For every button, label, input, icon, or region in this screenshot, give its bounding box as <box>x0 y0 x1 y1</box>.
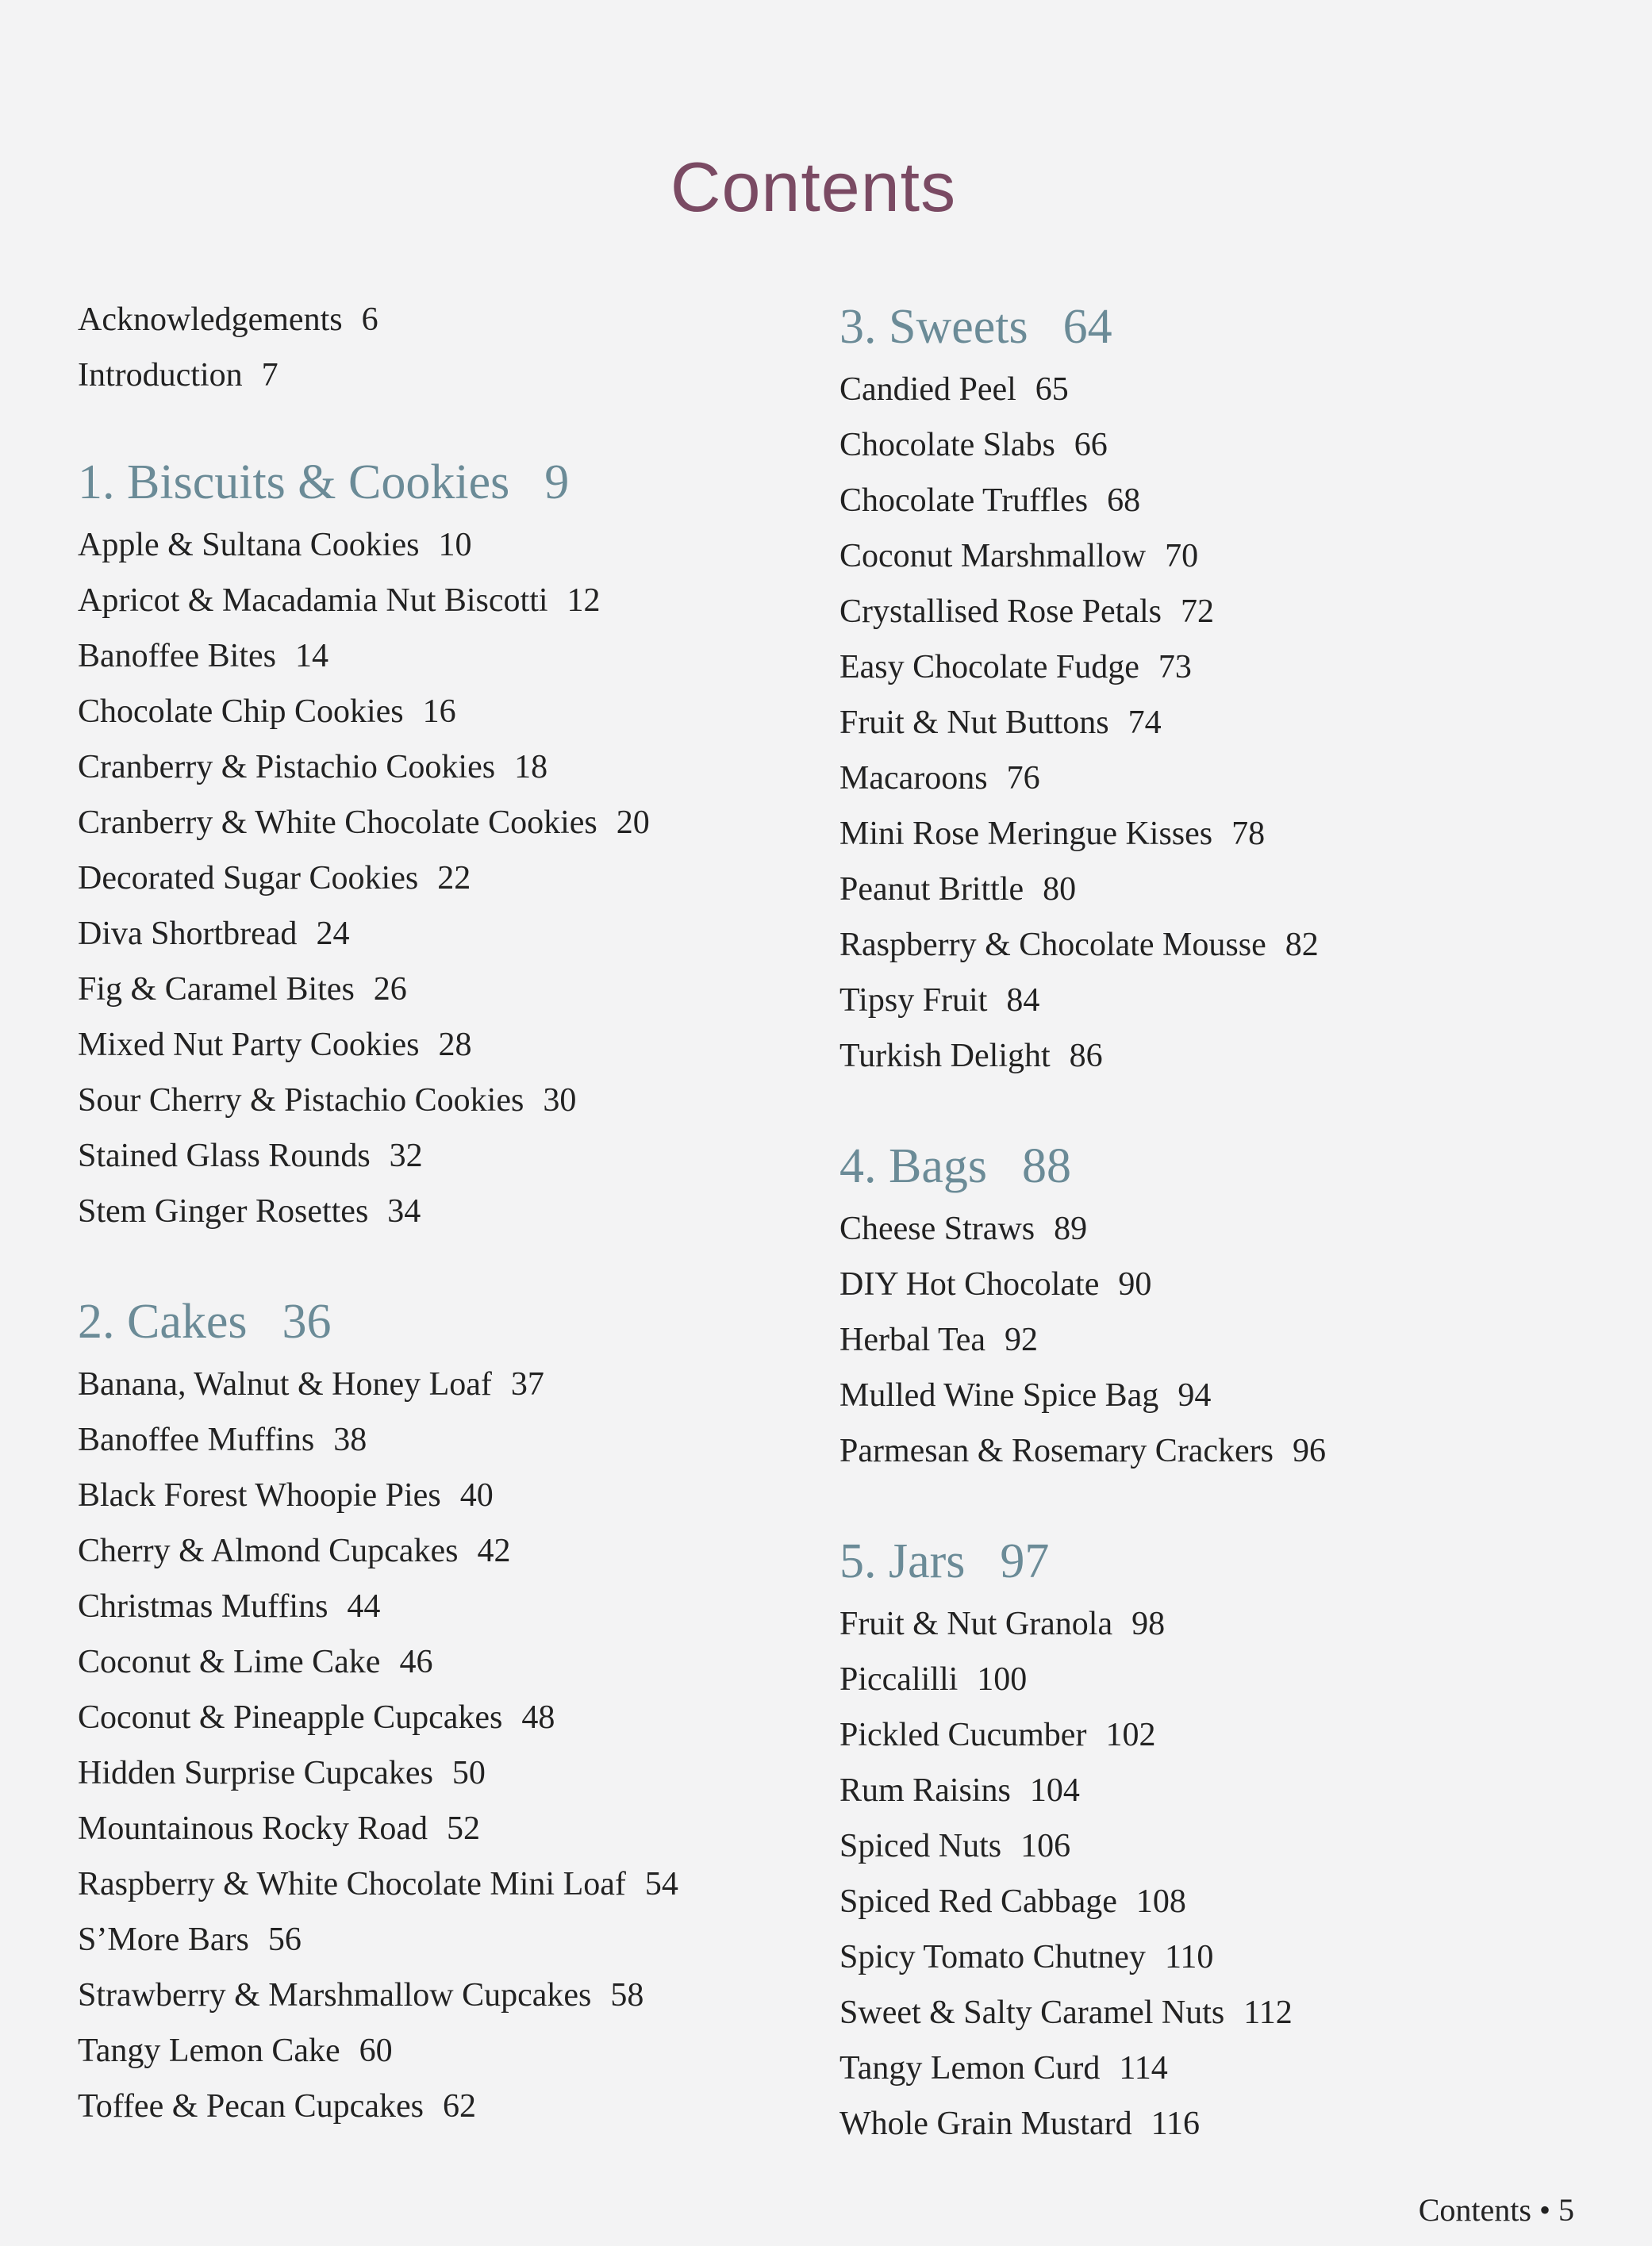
entry-page: 78 <box>1231 816 1266 852</box>
entry-page: 72 <box>1180 593 1214 630</box>
entry-page: 28 <box>438 1027 472 1063</box>
section-heading-page: 64 <box>1062 300 1112 354</box>
entry-page: 84 <box>1006 982 1040 1019</box>
toc-entry <box>78 1073 824 1128</box>
entry-label: Raspberry & Chocolate Mousse <box>839 927 1266 963</box>
entry-page: 114 <box>1119 2050 1168 2087</box>
contents-column-right <box>839 292 1601 2152</box>
toc-entry <box>78 739 824 795</box>
toc-entry <box>78 1912 824 1968</box>
entry-page: 6 <box>361 301 378 338</box>
entry-label: Chocolate Truffles <box>839 482 1089 519</box>
entry-page: 54 <box>644 1866 678 1902</box>
entry-page: 42 <box>477 1533 511 1569</box>
toc-entry <box>78 684 824 739</box>
section-biscuits-cookies <box>78 447 824 1239</box>
toc-entry <box>78 1745 824 1801</box>
entry-page: 98 <box>1131 1606 1166 1642</box>
entry-label: S’More Bars <box>78 1922 249 1958</box>
entry-label: Chocolate Chip Cookies <box>78 693 404 730</box>
entry-page: 66 <box>1074 427 1108 463</box>
entry-page: 68 <box>1107 482 1141 519</box>
entry-label: Easy Chocolate Fudge <box>839 649 1139 685</box>
entry-label: Crystallised Rose Petals <box>839 593 1162 630</box>
entry-page: 116 <box>1151 2106 1201 2142</box>
entry-page: 50 <box>451 1755 486 1791</box>
toc-entry <box>78 1017 824 1073</box>
section-cakes <box>78 1287 824 2134</box>
section-heading-page: 97 <box>1000 1534 1050 1588</box>
entry-page: 38 <box>333 1422 367 1458</box>
page-footer <box>1419 2191 1574 2229</box>
toc-entry <box>78 795 824 850</box>
section-heading <box>839 292 1601 362</box>
entry-label: Sweet & Salty Caramel Nuts <box>839 1995 1225 2031</box>
toc-entry <box>78 1690 824 1745</box>
entry-page: 12 <box>567 582 601 619</box>
entry-label: DIY Hot Chocolate <box>839 1266 1100 1303</box>
entry-page: 16 <box>422 693 456 730</box>
toc-entry <box>78 1801 824 1856</box>
entry-page: 32 <box>389 1138 423 1174</box>
entry-page: 89 <box>1054 1211 1088 1247</box>
entry-label: Spiced Nuts <box>839 1828 1002 1864</box>
entry-label: Turkish Delight <box>839 1038 1051 1074</box>
entry-page: 94 <box>1178 1377 1212 1414</box>
entry-label: Christmas Muffins <box>78 1588 328 1625</box>
entry-label: Cherry & Almond Cupcakes <box>78 1533 459 1569</box>
section-heading-label: 5. Jars <box>839 1534 966 1588</box>
entry-page: 65 <box>1035 371 1069 408</box>
entry-page: 92 <box>1005 1322 1039 1358</box>
entry-label: Mulled Wine Spice Bag <box>839 1377 1159 1414</box>
toc-entry <box>839 1423 1601 1479</box>
page-number: 5 <box>1558 2192 1574 2228</box>
entry-page: 30 <box>543 1082 577 1119</box>
entry-page: 48 <box>521 1699 555 1736</box>
entry-page: 44 <box>347 1588 381 1625</box>
entry-page: 24 <box>316 916 350 952</box>
entry-page: 40 <box>459 1477 494 1514</box>
entry-page: 100 <box>977 1661 1028 1698</box>
entry-label: Parmesan & Rosemary Crackers <box>839 1433 1274 1469</box>
entry-label: Black Forest Whoopie Pies <box>78 1477 441 1514</box>
entry-page: 102 <box>1105 1717 1156 1753</box>
entry-page: 112 <box>1243 1995 1293 2031</box>
entry-label: Cranberry & Pistachio Cookies <box>78 749 496 785</box>
section-heading-page: 88 <box>1022 1139 1071 1193</box>
entry-label: Banana, Walnut & Honey Loaf <box>78 1366 492 1403</box>
section-bags <box>839 1131 1601 1479</box>
toc-entry <box>78 850 824 906</box>
toc-entry <box>78 1856 824 1912</box>
toc-entry <box>839 973 1601 1028</box>
section-heading-label: 1. Biscuits & Cookies <box>78 455 510 509</box>
toc-entry <box>78 1468 824 1523</box>
entry-page: 62 <box>442 2088 476 2125</box>
entry-page: 10 <box>438 527 472 563</box>
entry-page: 106 <box>1020 1828 1071 1864</box>
toc-entry <box>839 1028 1601 1084</box>
entry-page: 110 <box>1164 1939 1214 1975</box>
entry-label: Apricot & Macadamia Nut Biscotti <box>78 582 548 619</box>
toc-entry <box>78 2023 824 2079</box>
toc-entry <box>839 584 1601 639</box>
toc-entry <box>839 1763 1601 1818</box>
entry-page: 7 <box>261 357 279 394</box>
entry-page: 20 <box>616 804 650 841</box>
toc-entry <box>78 1634 824 1690</box>
section-heading <box>839 1131 1601 1201</box>
entry-label: Herbal Tea <box>839 1322 986 1358</box>
toc-entry <box>78 1412 824 1468</box>
contents-column-left <box>78 292 824 2134</box>
toc-entry <box>78 1579 824 1634</box>
toc-entry <box>78 347 824 403</box>
toc-entry <box>839 917 1601 973</box>
toc-entry <box>839 695 1601 751</box>
section-heading <box>839 1526 1601 1596</box>
toc-entry <box>839 862 1601 917</box>
toc-entry <box>78 1184 824 1239</box>
toc-entry <box>78 573 824 628</box>
entry-page: 82 <box>1285 927 1319 963</box>
entry-label: Banoffee Bites <box>78 638 276 674</box>
footer-label: Contents <box>1418 2192 1531 2228</box>
entry-label: Spiced Red Cabbage <box>839 1883 1117 1920</box>
toc-entry <box>78 292 824 347</box>
entry-page: 58 <box>610 1977 644 2014</box>
toc-entry <box>839 1368 1601 1423</box>
entry-label: Cranberry & White Chocolate Cookies <box>78 804 597 841</box>
entry-label: Candied Peel <box>839 371 1016 408</box>
entry-page: 14 <box>295 638 328 674</box>
toc-entry <box>839 639 1601 695</box>
entry-label: Decorated Sugar Cookies <box>78 860 419 896</box>
entry-label: Fruit & Nut Buttons <box>839 705 1109 741</box>
toc-entry <box>839 417 1601 473</box>
section-sweets <box>839 292 1601 1084</box>
toc-entry <box>839 1201 1601 1257</box>
entry-label: Fruit & Nut Granola <box>839 1606 1113 1642</box>
section-jars <box>839 1526 1601 2152</box>
toc-entry <box>839 1818 1601 1874</box>
entry-page: 104 <box>1029 1772 1080 1809</box>
entry-page: 26 <box>373 971 407 1008</box>
entry-page: 60 <box>359 2033 393 2069</box>
entry-label: Coconut Marshmallow <box>839 538 1147 574</box>
entry-page: 73 <box>1158 649 1192 685</box>
entry-page: 70 <box>1165 538 1199 574</box>
toc-entry <box>839 473 1601 528</box>
entry-page: 46 <box>399 1644 433 1680</box>
toc-entry <box>839 751 1601 806</box>
entry-page: 76 <box>1006 760 1040 797</box>
section-heading-label: 2. Cakes <box>78 1295 248 1349</box>
entry-label: Mini Rose Meringue Kisses <box>839 816 1213 852</box>
toc-entry <box>839 1596 1601 1652</box>
toc-entry <box>839 1312 1601 1368</box>
section-heading-page: 36 <box>282 1295 332 1349</box>
entry-label: Cheese Straws <box>839 1211 1035 1247</box>
entry-label: Tangy Lemon Curd <box>839 2050 1101 2087</box>
entry-page: 52 <box>446 1810 480 1847</box>
entry-label: Peanut Brittle <box>839 871 1024 908</box>
entry-page: 18 <box>514 749 548 785</box>
toc-entry <box>78 1357 824 1412</box>
toc-entry <box>78 962 824 1017</box>
entry-label: Tipsy Fruit <box>839 982 988 1019</box>
toc-entry <box>78 628 824 684</box>
toc-entry <box>839 1874 1601 1929</box>
section-heading-page: 9 <box>544 455 570 509</box>
entry-label: Introduction <box>78 357 243 394</box>
toc-entry <box>78 1968 824 2023</box>
entry-page: 56 <box>267 1922 302 1958</box>
entry-label: Piccalilli <box>839 1661 959 1698</box>
entry-page: 96 <box>1293 1433 1327 1469</box>
entry-label: Toffee & Pecan Cupcakes <box>78 2088 424 2125</box>
toc-entry <box>78 517 824 573</box>
entry-label: Sour Cherry & Pistachio Cookies <box>78 1082 524 1119</box>
toc-entry <box>839 1257 1601 1312</box>
entry-label: Fig & Caramel Bites <box>78 971 355 1008</box>
entry-label: Rum Raisins <box>839 1772 1011 1809</box>
section-heading-label: 3. Sweets <box>839 300 1028 354</box>
toc-entry <box>78 2079 824 2134</box>
entry-label: Whole Grain Mustard <box>839 2106 1132 2142</box>
entry-page: 90 <box>1118 1266 1152 1303</box>
entry-label: Diva Shortbread <box>78 916 298 952</box>
entry-page: 34 <box>387 1193 421 1230</box>
toc-entry <box>78 1128 824 1184</box>
entry-page: 74 <box>1128 705 1162 741</box>
entry-page: 86 <box>1069 1038 1103 1074</box>
entry-label: Stem Ginger Rosettes <box>78 1193 369 1230</box>
toc-entry <box>839 362 1601 417</box>
entry-label: Mountainous Rocky Road <box>78 1810 428 1847</box>
toc-entry <box>839 2096 1601 2152</box>
section-heading <box>78 1287 824 1357</box>
entry-label: Chocolate Slabs <box>839 427 1055 463</box>
toc-entry <box>839 806 1601 862</box>
page-title: Contents <box>670 148 957 226</box>
section-heading <box>78 447 824 517</box>
entry-page: 108 <box>1135 1883 1186 1920</box>
entry-label: Coconut & Lime Cake <box>78 1644 381 1680</box>
toc-entry <box>839 528 1601 584</box>
entry-page: 22 <box>437 860 471 896</box>
entry-label: Tangy Lemon Cake <box>78 2033 340 2069</box>
entry-label: Strawberry & Marshmallow Cupcakes <box>78 1977 592 2014</box>
entry-label: Pickled Cucumber <box>839 1717 1087 1753</box>
entry-label: Apple & Sultana Cookies <box>78 527 420 563</box>
entry-label: Coconut & Pineapple Cupcakes <box>78 1699 503 1736</box>
toc-entry <box>839 1707 1601 1763</box>
footer-separator: • <box>1539 2192 1550 2228</box>
entry-label: Macaroons <box>839 760 988 797</box>
toc-entry <box>78 906 824 962</box>
entry-label: Stained Glass Rounds <box>78 1138 371 1174</box>
entry-label: Banoffee Muffins <box>78 1422 315 1458</box>
entry-label: Spicy Tomato Chutney <box>839 1939 1146 1975</box>
toc-entry <box>839 1985 1601 2041</box>
entry-label: Raspberry & White Chocolate Mini Loaf <box>78 1866 626 1902</box>
entry-label: Hidden Surprise Cupcakes <box>78 1755 433 1791</box>
toc-entry <box>839 2041 1601 2096</box>
entry-page: 80 <box>1043 871 1077 908</box>
entry-label: Acknowledgements <box>78 301 343 338</box>
entry-page: 37 <box>510 1366 544 1403</box>
section-heading-label: 4. Bags <box>839 1139 987 1193</box>
toc-entry <box>78 1523 824 1579</box>
toc-entry <box>839 1652 1601 1707</box>
entry-label: Mixed Nut Party Cookies <box>78 1027 420 1063</box>
toc-entry <box>839 1929 1601 1985</box>
